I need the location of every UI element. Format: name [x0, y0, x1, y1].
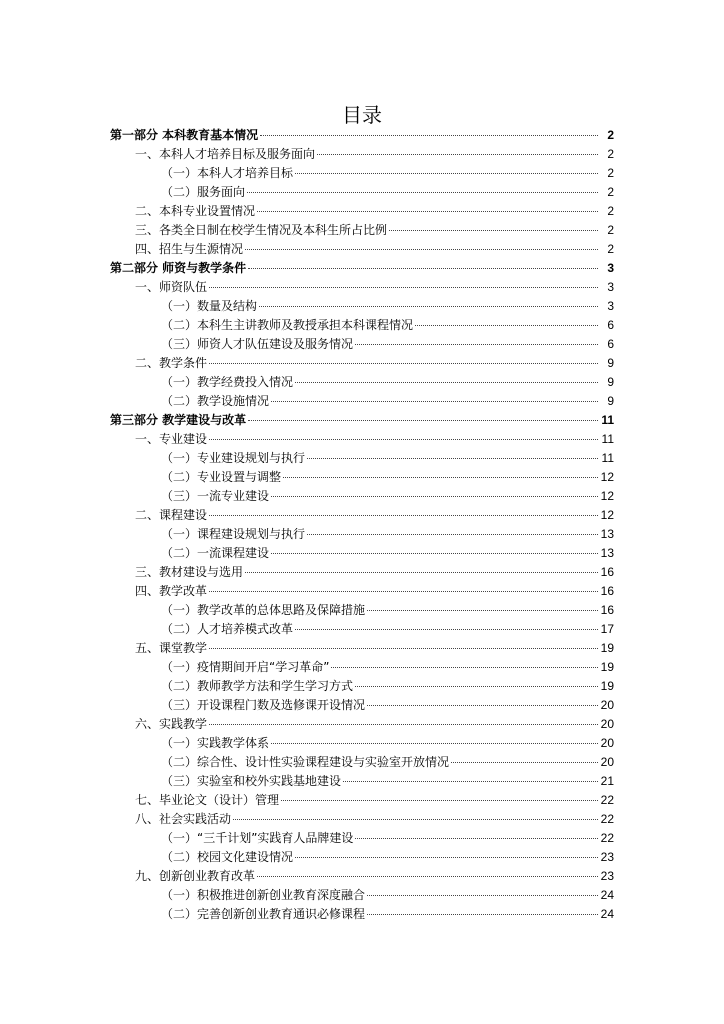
- toc-entry-page-number: 9: [607, 394, 614, 408]
- toc-entry-level-3[interactable]: [0, 468, 614, 487]
- toc-dot-leader: [257, 876, 598, 877]
- toc-entry-level-2[interactable]: [0, 810, 614, 829]
- toc-entry-level-3[interactable]: [0, 677, 614, 696]
- toc-entry-page-number: 11: [601, 451, 614, 465]
- toc-entry-page-number: 3: [607, 280, 614, 294]
- toc-entry-level-1[interactable]: [0, 259, 614, 278]
- toc-entry-level-3[interactable]: [0, 886, 614, 905]
- toc-entry-level-2[interactable]: [0, 639, 614, 658]
- toc-entry-level-2[interactable]: [0, 563, 614, 582]
- toc-entry-page-number: 22: [600, 812, 614, 826]
- toc-entry-label: （三）师资人才队伍建设及服务情况: [161, 337, 354, 351]
- toc-entry-label: （一）课程建设规划与执行: [161, 527, 306, 541]
- toc-dot-leader: [209, 287, 598, 288]
- toc-entry-page-number: 24: [600, 888, 614, 902]
- toc-entry-page-number: 19: [600, 660, 614, 674]
- toc-entry-level-3[interactable]: [0, 487, 614, 506]
- toc-entry-label: （二）服务面向: [161, 185, 246, 199]
- toc-entry-level-3[interactable]: [0, 658, 614, 677]
- toc-entry-page-number: 19: [600, 679, 614, 693]
- toc-entry-label: 七、毕业论文（设计）管理: [135, 793, 280, 807]
- toc-dot-leader: [343, 781, 598, 782]
- toc-entry-label: 四、教学改革: [135, 584, 208, 598]
- toc-dot-leader: [367, 705, 598, 706]
- toc-entry-page-number: 23: [600, 869, 614, 883]
- toc-dot-leader: [295, 382, 598, 383]
- toc-entry-page-number: 2: [607, 128, 614, 142]
- toc-dot-leader: [307, 534, 598, 535]
- toc-entry-level-2[interactable]: [0, 715, 614, 734]
- toc-entry-page-number: 13: [600, 527, 614, 541]
- toc-entry-level-3[interactable]: [0, 373, 614, 392]
- toc-dot-leader: [260, 135, 598, 136]
- toc-entry-label: 九、创新创业教育改革: [135, 869, 256, 883]
- toc-entry-page-number: 9: [607, 356, 614, 370]
- toc-dot-leader: [367, 914, 598, 915]
- toc-entry-level-3[interactable]: [0, 696, 614, 715]
- toc-entry-label: （二）一流课程建设: [161, 546, 270, 560]
- toc-entry-level-2[interactable]: [0, 430, 614, 449]
- toc-entry-label: （一）实践教学体系: [161, 736, 270, 750]
- toc-dot-leader: [295, 629, 598, 630]
- toc-entry-level-3[interactable]: [0, 601, 614, 620]
- toc-dot-leader: [295, 173, 598, 174]
- toc-entry-page-number: 13: [600, 546, 614, 560]
- toc-entry-page-number: 19: [600, 641, 614, 655]
- toc-entry-level-2[interactable]: [0, 240, 614, 259]
- toc-entry-level-3[interactable]: [0, 620, 614, 639]
- toc-entry-level-3[interactable]: [0, 734, 614, 753]
- toc-entry-label: （一）专业建设规划与执行: [161, 451, 306, 465]
- toc-dot-leader: [355, 686, 598, 687]
- toc-dot-leader: [259, 306, 598, 307]
- toc-entry-label: （二）教学设施情况: [161, 394, 270, 408]
- toc-entry-page-number: 11: [601, 413, 614, 427]
- toc-entry-label: （一）教学改革的总体思路及保障措施: [161, 603, 366, 617]
- toc-entry-page-number: 2: [607, 166, 614, 180]
- toc-entry-page-number: 16: [600, 584, 614, 598]
- toc-entry-label: （三）实验室和校外实践基地建设: [161, 774, 342, 788]
- toc-dot-leader: [248, 420, 598, 421]
- toc-entry-level-3[interactable]: [0, 183, 614, 202]
- toc-entry-page-number: 21: [600, 774, 614, 788]
- toc-dot-leader: [367, 610, 598, 611]
- toc-entry-label: 第一部分 本科教育基本情况: [110, 128, 259, 142]
- toc-dot-leader: [281, 800, 598, 801]
- toc-entry-level-1[interactable]: [0, 126, 614, 145]
- toc-entry-label: （一）疫情期间开启“学习革命”: [161, 660, 330, 674]
- toc-dot-leader: [247, 192, 598, 193]
- toc-entry-label: 一、专业建设: [135, 432, 208, 446]
- toc-entry-label: （二）人才培养模式改革: [161, 622, 294, 636]
- toc-entry-page-number: 12: [600, 489, 614, 503]
- toc-entry-page-number: 2: [607, 147, 614, 161]
- toc-entry-page-number: 9: [607, 375, 614, 389]
- toc-dot-leader: [355, 838, 598, 839]
- toc-dot-leader: [389, 230, 598, 231]
- toc-entry-level-3[interactable]: [0, 297, 614, 316]
- toc-entry-level-2[interactable]: [0, 145, 614, 164]
- toc-entry-label: 四、招生与生源情况: [135, 242, 244, 256]
- toc-entry-level-3[interactable]: [0, 449, 614, 468]
- toc-entry-label: （二）教师教学方法和学生学习方式: [161, 679, 354, 693]
- toc-entry-page-number: 20: [600, 717, 614, 731]
- toc-entry-label: 三、教材建设与选用: [135, 565, 244, 579]
- toc-dot-leader: [209, 439, 598, 440]
- toc-entry-label: （二）综合性、设计性实验课程建设与实验室开放情况: [161, 755, 450, 769]
- toc-entry-label: 六、实践教学: [135, 717, 208, 731]
- toc-entry-page-number: 3: [607, 299, 614, 313]
- toc-entry-level-2[interactable]: [0, 867, 614, 886]
- toc-entry-label: 二、本科专业设置情况: [135, 204, 256, 218]
- toc-entry-page-number: 2: [607, 223, 614, 237]
- toc-dot-leader: [209, 648, 598, 649]
- toc-entry-page-number: 2: [607, 204, 614, 218]
- toc-entry-level-3[interactable]: [0, 525, 614, 544]
- toc-entry-level-2[interactable]: [0, 506, 614, 525]
- toc-entry-page-number: 6: [607, 337, 614, 351]
- toc-dot-leader: [209, 591, 598, 592]
- toc-dot-leader: [209, 363, 598, 364]
- toc-entry-level-3[interactable]: [0, 544, 614, 563]
- toc-entry-page-number: 16: [600, 603, 614, 617]
- toc-entry-page-number: 23: [600, 850, 614, 864]
- toc-entry-page-number: 2: [607, 242, 614, 256]
- toc-entry-page-number: 17: [600, 622, 614, 636]
- toc-entry-level-2[interactable]: [0, 582, 614, 601]
- toc-entry-label: 第二部分 师资与教学条件: [110, 261, 247, 275]
- toc-entry-level-3[interactable]: [0, 392, 614, 411]
- toc-entry-label: （二）完善创新创业教育通识必修课程: [161, 907, 366, 921]
- toc-entry-label: 一、本科人才培养目标及服务面向: [135, 147, 316, 161]
- toc-entry-level-2[interactable]: [0, 354, 614, 373]
- toc-dot-leader: [271, 401, 598, 402]
- toc-entry-level-2[interactable]: [0, 202, 614, 221]
- toc-entry-label: （二）校园文化建设情况: [161, 850, 294, 864]
- toc-entry-level-3[interactable]: [0, 905, 614, 924]
- toc-entry-label: 八、社会实践活动: [135, 812, 232, 826]
- toc-entry-page-number: 24: [600, 907, 614, 921]
- toc-dot-leader: [367, 895, 598, 896]
- toc-entry-level-1[interactable]: [0, 411, 614, 430]
- toc-entry-level-3[interactable]: [0, 335, 614, 354]
- toc-entry-label: （一）“三千计划”实践育人品牌建设: [161, 831, 354, 845]
- toc-entry-page-number: 12: [600, 470, 614, 484]
- toc-entry-page-number: 22: [600, 793, 614, 807]
- toc-entry-level-3[interactable]: [0, 772, 614, 791]
- toc-entry-label: （二）专业设置与调整: [161, 470, 282, 484]
- toc-entry-label: （一）本科人才培养目标: [161, 166, 294, 180]
- toc-entry-page-number: 2: [607, 185, 614, 199]
- toc-dot-leader: [331, 667, 598, 668]
- toc-list: [0, 126, 724, 924]
- toc-dot-leader: [415, 325, 598, 326]
- toc-entry-label: （三）一流专业建设: [161, 489, 270, 503]
- toc-dot-leader: [271, 743, 598, 744]
- toc-entry-page-number: 20: [600, 698, 614, 712]
- toc-dot-leader: [257, 211, 598, 212]
- toc-entry-level-3[interactable]: [0, 753, 614, 772]
- toc-entry-page-number: 6: [607, 318, 614, 332]
- toc-entry-level-3[interactable]: [0, 848, 614, 867]
- toc-entry-page-number: 11: [601, 432, 614, 446]
- toc-entry-label: （一）积极推进创新创业教育深度融合: [161, 888, 366, 902]
- toc-dot-leader: [307, 458, 598, 459]
- toc-entry-level-3[interactable]: [0, 316, 614, 335]
- toc-entry-label: （一）教学经费投入情况: [161, 375, 294, 389]
- toc-dot-leader: [245, 249, 598, 250]
- toc-title: 目录: [342, 103, 382, 127]
- toc-entry-page-number: 20: [600, 736, 614, 750]
- toc-dot-leader: [355, 344, 598, 345]
- toc-entry-label: 三、各类全日制在校学生情况及本科生所占比例: [135, 223, 388, 237]
- toc-dot-leader: [209, 515, 598, 516]
- toc-dot-leader: [271, 496, 598, 497]
- toc-entry-level-3[interactable]: [0, 164, 614, 183]
- toc-entry-label: （二）本科生主讲教师及教授承担本科课程情况: [161, 318, 414, 332]
- toc-entry-label: （三）开设课程门数及选修课开设情况: [161, 698, 366, 712]
- toc-entry-label: 一、师资队伍: [135, 280, 208, 294]
- toc-entry-label: 二、课程建设: [135, 508, 208, 522]
- toc-entry-level-2[interactable]: [0, 278, 614, 297]
- toc-entry-label: 二、教学条件: [135, 356, 208, 370]
- toc-entry-level-2[interactable]: [0, 221, 614, 240]
- toc-entry-label: 第三部分 教学建设与改革: [110, 413, 247, 427]
- toc-entry-label: 五、课堂教学: [135, 641, 208, 655]
- toc-dot-leader: [248, 268, 598, 269]
- toc-entry-page-number: 12: [600, 508, 614, 522]
- toc-entry-page-number: 22: [600, 831, 614, 845]
- toc-dot-leader: [209, 724, 598, 725]
- toc-dot-leader: [271, 553, 598, 554]
- toc-dot-leader: [295, 857, 598, 858]
- toc-dot-leader: [245, 572, 598, 573]
- toc-dot-leader: [317, 154, 598, 155]
- toc-dot-leader: [233, 819, 598, 820]
- toc-entry-page-number: 20: [600, 755, 614, 769]
- toc-entry-level-3[interactable]: [0, 829, 614, 848]
- toc-entry-page-number: 16: [600, 565, 614, 579]
- toc-dot-leader: [283, 477, 598, 478]
- toc-dot-leader: [451, 762, 598, 763]
- toc-entry-label: （一）数量及结构: [161, 299, 258, 313]
- toc-entry-level-2[interactable]: [0, 791, 614, 810]
- toc-entry-page-number: 3: [607, 261, 614, 275]
